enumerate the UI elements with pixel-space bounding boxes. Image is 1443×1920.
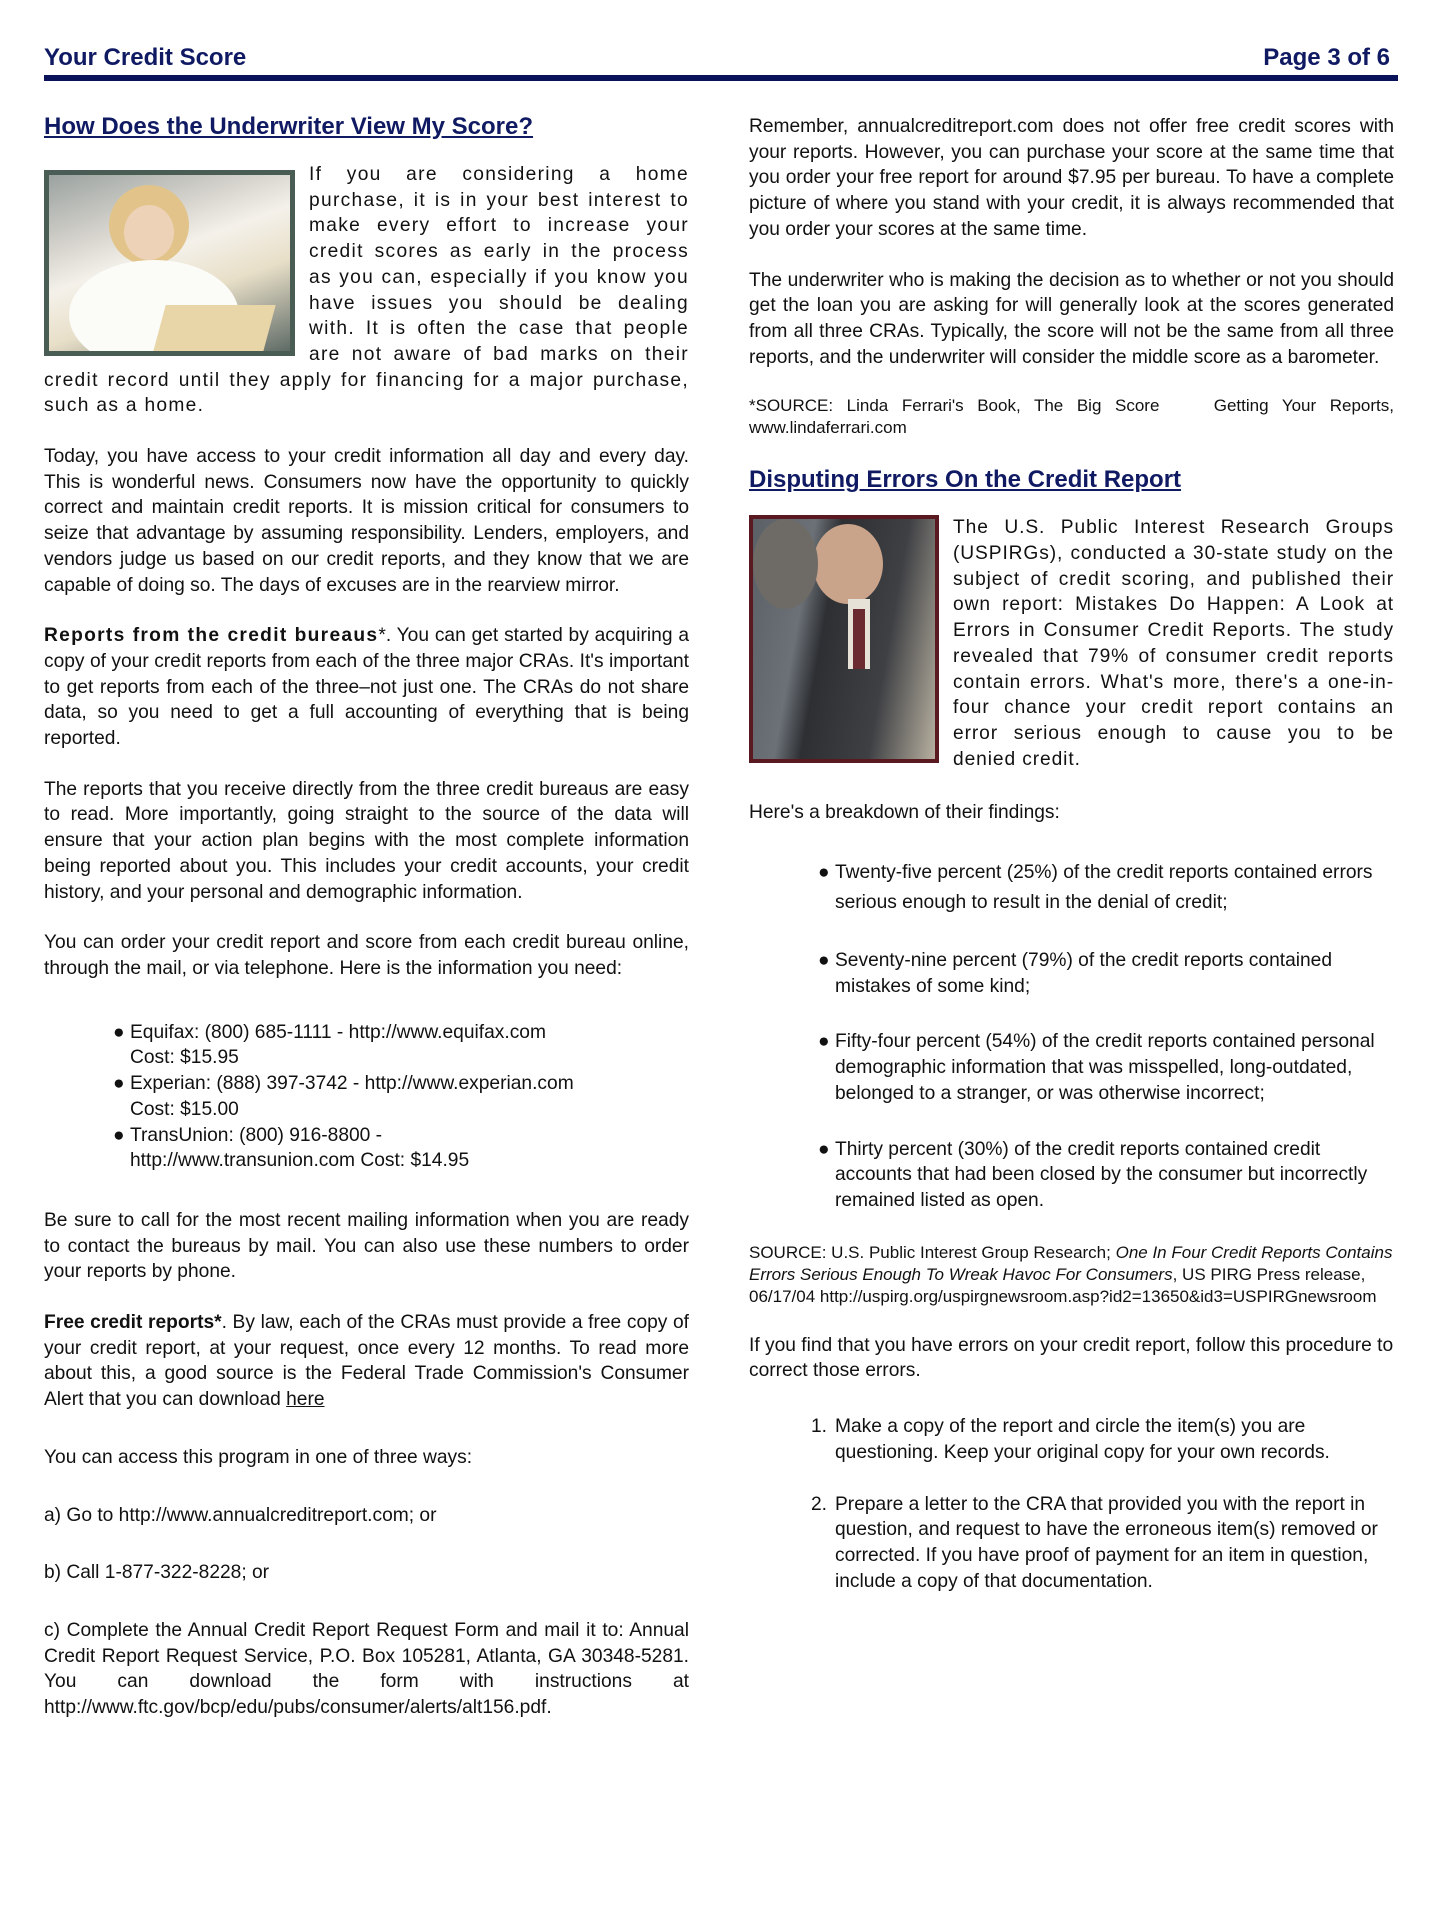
step-text: Make a copy of the report and circle the item(s) you are questioning. Keep your original copy for your own records. — [835, 1416, 1330, 1463]
today-paragraph: Today, you have access to your credit information all day and every day. This is wonderful news. Consumers now have the opportunity to quickly correct and maintain credit reports. It is mission critical for consumers to seize that advantage by assuming responsibility. Lenders, employers, and vendors judge us based on our credit reports, and they know that we are capable of doing so. The days of excuses are in the rearview mirror. — [44, 446, 689, 596]
steps-list — [811, 1414, 1390, 1594]
source-uspirg — [749, 1242, 1394, 1308]
bureau-item — [113, 1071, 590, 1122]
finding-item — [818, 1029, 1395, 1106]
bureau-text: Equifax: (800) 685-1111 - http://www.equifax.com Cost: $15.95 — [130, 1021, 546, 1069]
step-number: 2. — [811, 1493, 828, 1515]
bullet-icon: ● — [113, 1021, 125, 1043]
source-uspirg-lead: SOURCE: U.S. Public Interest Group Research; — [749, 1242, 1116, 1262]
reports-bold-lead: Reports from the credit bureaus — [44, 625, 379, 647]
finding-item — [818, 858, 1395, 918]
source-ferrari: *SOURCE: Linda Ferrari's Book, The Big Score Getting Your Reports, www.lindaferrari.com — [749, 396, 1394, 438]
free-reports-bold-lead: Free credit reports* — [44, 1312, 222, 1334]
section-heading-disputing: Disputing Errors On the Credit Report — [749, 466, 1182, 494]
breakdown-intro: Here's a breakdown of their findings: — [749, 802, 1060, 824]
order-paragraph: You can order your credit report and score from each credit bureau online, through the mail, or via telephone. Here is the information you need: — [44, 932, 689, 979]
findings-list — [818, 858, 1395, 1214]
finding-item — [818, 1137, 1395, 1214]
bullet-icon: ● — [818, 862, 830, 884]
way-b: b) Call 1-877-322-8228; or — [44, 1562, 270, 1584]
bureau-item — [113, 1123, 590, 1174]
page-header — [44, 44, 1396, 72]
finding-text: Thirty percent (30%) of the credit reports contained credit accounts that had been closed by the consumer but incorrectly remained listed as open. — [835, 1138, 1368, 1211]
photo-two-businessmen-talking-icon — [749, 515, 939, 763]
underwriter-paragraph: The underwriter who is making the decision as to whether or not you should get the loan you are asking for will generally look at the scores generated from all three CRAs. Typically, the score will not be the same from all three reports, and the underwriter will consider the middle score as a barometer. — [749, 269, 1394, 368]
remember-paragraph: Remember, annualcreditreport.com does not offer free credit scores with your reports. However, you can purchase your score at the same time that you order your free report for around $7.95 per bureau. To have a complete picture of where you stand with your credit, it is always recommended that you order your scores at the same time. — [749, 116, 1394, 240]
receive-paragraph: The reports that you receive directly from the three credit bureaus are easy to read. More importantly, going straight to the source of the data will ensure that your action plan begins with the most complete information being reported about you. This includes your credit accounts, your credit history, and your personal and demographic information. — [44, 778, 689, 903]
step-item — [811, 1414, 1390, 1465]
bullet-icon: ● — [113, 1073, 125, 1095]
bureau-text: Experian: (888) 397-3742 - http://www.experian.com Cost: $15.00 — [130, 1073, 574, 1120]
section-heading-underwriter: How Does the Underwriter View My Score? — [44, 113, 534, 140]
right-column — [749, 114, 1394, 1594]
bullet-icon: ● — [818, 950, 830, 972]
here-link[interactable]: here — [286, 1389, 325, 1411]
photo-woman-reviewing-documents-icon — [44, 170, 295, 356]
bureau-item — [113, 1020, 590, 1071]
bureau-list — [113, 1020, 590, 1174]
free-reports-text: . By law, each of the CRAs must provide a free copy of your credit report, at your request, once every 12 months. To read more about this, a good source is the Federal Trade Commission's Consumer Alert that you can download — [44, 1312, 689, 1411]
finding-text: Twenty-five percent (25%) of the credit reports contained errors serious enough to result in the denial of credit; — [835, 862, 1373, 914]
step-item — [811, 1492, 1390, 1595]
uspirg-paragraph: The U.S. Public Interest Research Groups (USPIRGs), conducted a 30-state study on the subject of credit scoring, and published their own report: Mistakes Do Happen: A Look at Errors in Consumer Credit Reports. The study revealed that 79% of consumer credit reports contain errors. What's more, there's a one-in-four chance your credit report contains an error serious enough to cause you to be denied credit. — [953, 517, 1394, 770]
page-number: Page 3 of 6 — [1263, 44, 1390, 71]
bullet-icon: ● — [113, 1124, 125, 1146]
intro-text: If you are considering a home purchase, it is in your best interest to make every effort to increase your credit scores as early in the process as you can, especially if you know you have issues you should be dealing with. It is often the case that people are not aware of bad marks on their credit record until they apply for financing for a major purchase, such as a home. — [44, 164, 689, 417]
header-divider — [44, 75, 1398, 81]
way-a: a) Go to http://www.annualcreditreport.com; or — [44, 1504, 437, 1526]
finding-text: Fifty-four percent (54%) of the credit reports contained personal demographic information that was misspelled, long-outdated, belonged to a stranger, or was otherwise incorrect; — [835, 1031, 1375, 1104]
bullet-icon: ● — [818, 1031, 830, 1053]
finding-text: Seventy-nine percent (79%) of the credit reports contained mistakes of some kind; — [835, 950, 1333, 997]
access-paragraph: You can access this program in one of three ways: — [44, 1446, 473, 1468]
bullet-icon: ● — [818, 1138, 830, 1160]
mailing-paragraph: Be sure to call for the most recent mailing information when you are ready to contact the bureaus by mail. You can also use these numbers to order your reports by phone. — [44, 1209, 689, 1283]
reports-paragraph — [44, 623, 689, 752]
finding-item — [818, 948, 1395, 999]
document-title: Your Credit Score — [44, 44, 247, 71]
step-number: 1. — [811, 1416, 828, 1438]
step-text: Prepare a letter to the CRA that provided you with the report in question, and request to have the erroneous item(s) removed or corrected. If you have proof of payment for an item in question, include a copy of that documentation. — [835, 1493, 1378, 1592]
bureau-text: TransUnion: (800) 916-8800 - http://www.transunion.com Cost: $14.95 — [130, 1124, 470, 1172]
if-find-paragraph: If you find that you have errors on your credit report, follow this procedure to correct those errors. — [749, 1334, 1394, 1382]
source-uspirg-title: One In Four Credit Reports Contains Errors Serious Enough To Wreak Havoc For Consumers — [749, 1242, 1393, 1284]
reports-text: *. You can get started by acquiring a copy of your credit reports from each of the three major CRAs. It's important to get reports from each of the three–not just one. The CRAs do not share data, so you need to get a full accounting of everything that is being reported. — [44, 625, 689, 750]
way-c: c) Complete the Annual Credit Report Request Form and mail it to: Annual Credit Report Request Service, P.O. Box 105281, Atlanta, GA 30348-5281. You can download the form with instructions at http://www.ftc.gov/bcp/edu/pubs/consumer/alerts/alt156.pdf. — [44, 1619, 689, 1719]
free-reports-paragraph — [44, 1310, 689, 1413]
left-column — [44, 112, 689, 1721]
source-uspirg-details: , US PIRG Press release, 06/17/04 http://uspirg.org/uspirgnewsroom.asp?id2=13650&id3=USPIRGnewsroom — [749, 1264, 1377, 1306]
